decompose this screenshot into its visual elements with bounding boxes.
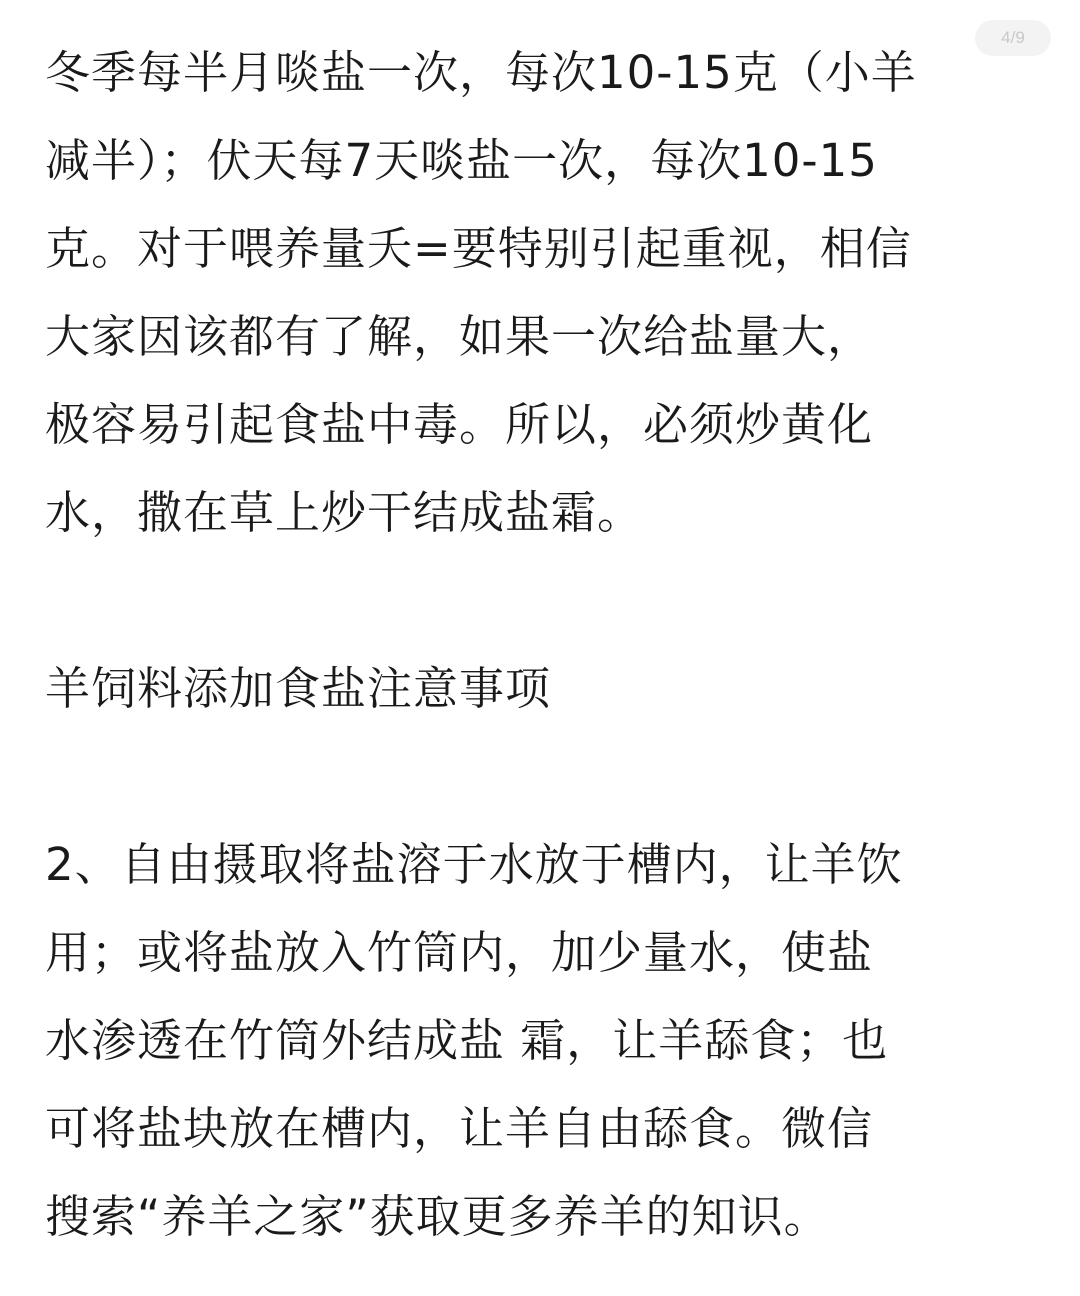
page-indicator: 4/9 [975, 20, 1051, 56]
section-heading [45, 650, 1045, 738]
text-line: 可将盐块放在槽内，让羊自由舔食。微信 [45, 1102, 874, 1155]
text-line: 水，撒在草上炒干结成盐霜。 [45, 486, 644, 539]
heading-line: 羊饲料添加食盐注意事项 [45, 662, 552, 715]
text-line: 冬季每半月啖盐一次，每次10-15克（小羊 [45, 46, 917, 99]
paragraph-spacer [45, 738, 1045, 826]
text-line: 搜索“养羊之家”获取更多养羊的知识。 [45, 1190, 830, 1243]
text-line: 用；或将盐放入竹筒内，加少量水，使盐 [45, 926, 874, 979]
text-line: 水渗透在竹筒外结成盐 霜，让羊舔食；也 [45, 1014, 889, 1067]
article-body [45, 34, 1045, 1266]
paragraph-salt-schedule [45, 34, 1045, 562]
paragraph-spacer [45, 562, 1045, 650]
text-line: 极容易引起食盐中毒。所以，必须炒黄化 [45, 398, 874, 451]
paragraph-free-intake [45, 826, 1045, 1266]
text-line: 大家因该都有了解，如果一次给盐量大， [45, 310, 874, 363]
text-line: 2、自由摄取将盐溶于水放于槽内，让羊饮 [45, 838, 903, 891]
text-line: 减半）；伏天每7天啖盐一次，每次10-15 [45, 134, 878, 187]
text-line: 克。对于喂养量夭=要特别引起重视，相信 [45, 222, 912, 275]
